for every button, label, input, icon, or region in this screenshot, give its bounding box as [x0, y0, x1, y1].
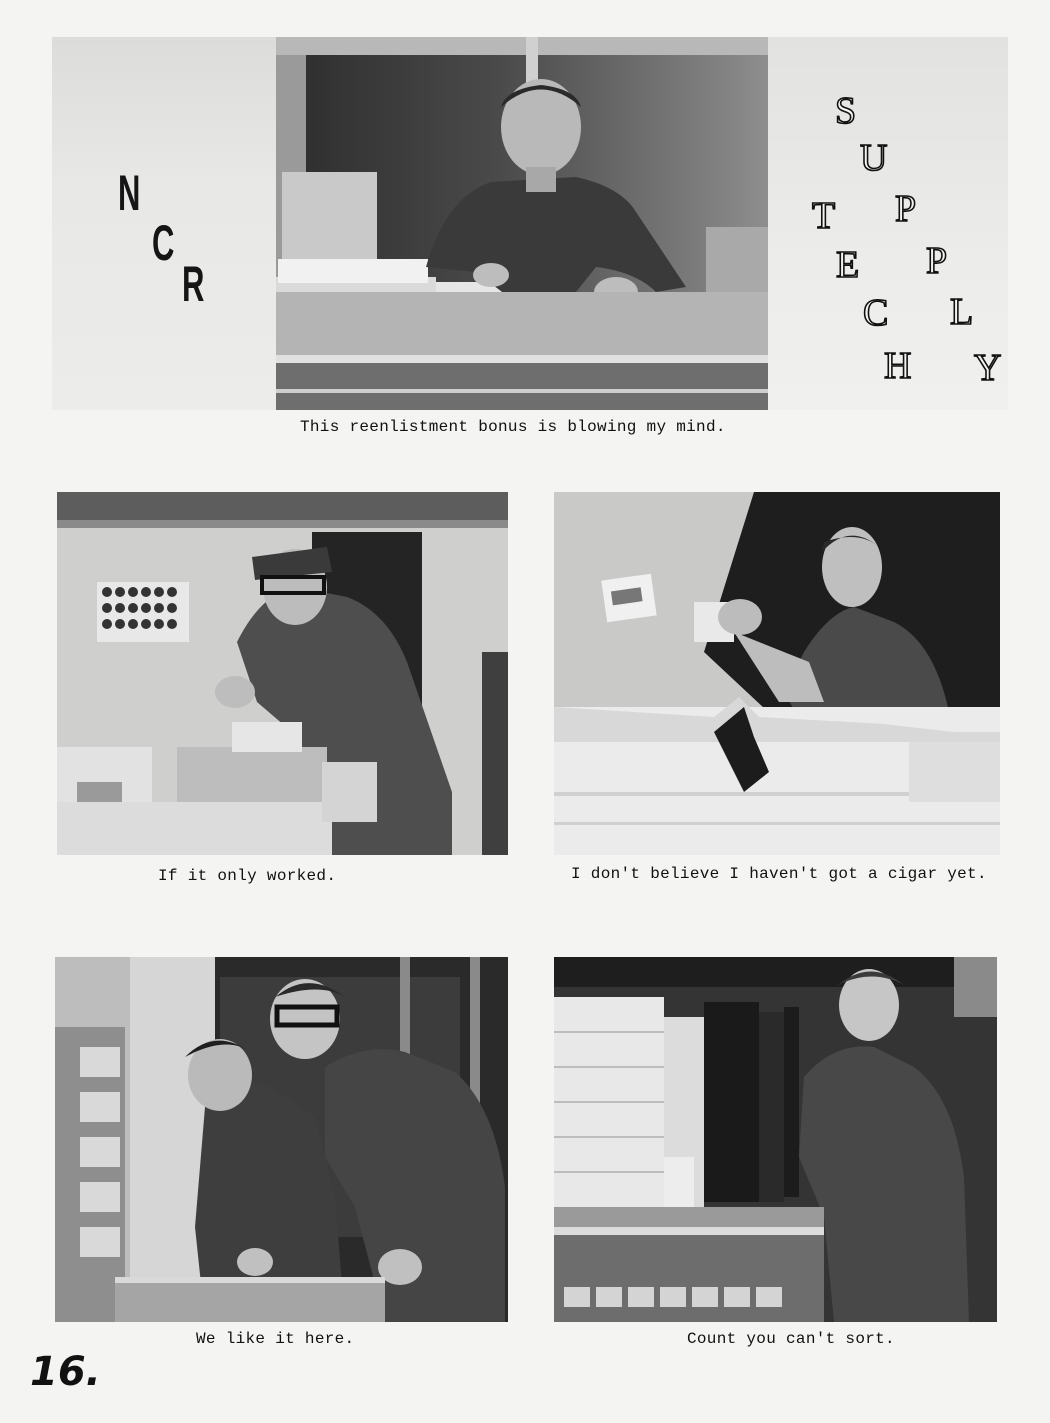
title-letter-r: R [182, 256, 205, 312]
photo-soldier-machine [57, 492, 508, 855]
title-letter-s: S [835, 90, 857, 132]
banner-left-panel [52, 37, 276, 410]
title-letter-n: N [118, 165, 141, 221]
title-letter-c: C [152, 215, 175, 271]
title-letter-e: E [836, 244, 860, 286]
photo-two-soldiers-files [55, 957, 508, 1322]
title-letter-y: Y [974, 347, 1002, 389]
caption-two-soldiers-files: We like it here. [196, 1330, 355, 1348]
caption-soldier-sorting: Count you can't sort. [687, 1330, 895, 1348]
title-letter-l: L [950, 291, 974, 333]
photo-soldier-sorting [554, 957, 997, 1322]
photo-officer-desk [276, 37, 770, 410]
photo-soldier-sorting-image [554, 957, 997, 1322]
caption-officer-desk: This reenlistment bonus is blowing my mind. [300, 418, 726, 436]
photo-two-soldiers-files-image [55, 957, 508, 1322]
banner-right-panel [768, 37, 1008, 410]
caption-soldier-cards: I don't believe I haven't got a cigar yet. [571, 865, 987, 883]
title-letter-p2: P [926, 240, 948, 282]
title-letter-t: T [812, 195, 836, 237]
page-number: 16. [30, 1349, 101, 1395]
photo-soldier-machine-image [57, 492, 508, 855]
photo-soldier-cards [554, 492, 1000, 855]
title-letter-c: C [863, 292, 889, 334]
caption-soldier-machine: If it only worked. [158, 867, 337, 885]
photo-soldier-cards-image [554, 492, 1000, 855]
title-letter-p1: P [895, 188, 917, 230]
title-letter-h: H [884, 345, 912, 387]
title-letter-u: U [860, 137, 888, 179]
photo-officer-desk-image [276, 37, 770, 410]
